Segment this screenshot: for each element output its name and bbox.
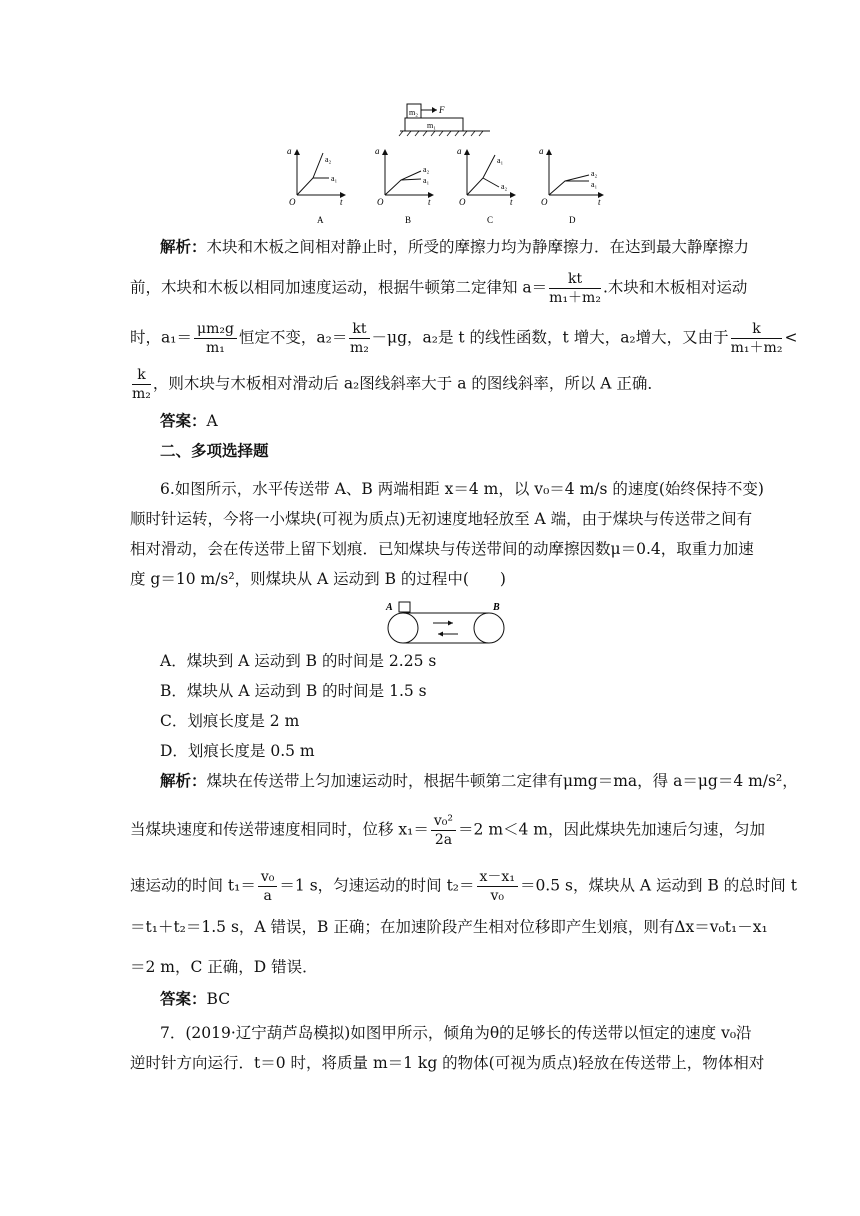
svg-text:C: C — [487, 215, 494, 225]
svg-text:a₂: a₂ — [591, 169, 598, 178]
answer5: 答案：A — [160, 411, 218, 430]
graph-b — [375, 146, 433, 225]
a-t-graphs-figure — [285, 145, 625, 225]
svg-text:a: a — [375, 146, 380, 156]
solution6-line2: 当煤块速度和传送带速度相同时，位移 x₁＝ $\frac{\text{v₀²}}{2a}$ ＝2 m＜4 m，因此煤块先加速后匀速，匀加 — [130, 813, 766, 848]
q7-line2: 逆时针方向运行．t＝0 时，将质量 m＝1 kg 的物体(可视为质点)轻放在传送带上，物体相对 — [130, 1054, 765, 1072]
q6-line1: 6.如图所示，水平传送带 A、B 两端相距 x＝4 m，以 v₀＝4 m/s 的速度(始终保持不变) — [160, 480, 764, 498]
svg-text:O: O — [459, 197, 466, 207]
svg-text:a₂: a₂ — [423, 165, 430, 174]
svg-text:a₁: a₁ — [331, 174, 338, 183]
option-d: D．划痕长度是 0.5 m — [160, 742, 315, 760]
svg-text:m₂: m₂ — [409, 108, 419, 117]
conveyor-belt-figure — [383, 598, 509, 646]
svg-text:a₁: a₁ — [591, 180, 598, 189]
solution6-line3: 速运动的时间 t₁＝ $\frac{\text{v₀}}{a}$ ＝1 s，匀速运动的时间 t₂＝ $\frac{\text{x－x₁}}{\text{v₀}}$ ＝0.5 s，煤块从 A 运动到 B 的总时间 t — [130, 869, 797, 904]
svg-text:B: B — [405, 215, 412, 225]
svg-text:a: a — [457, 146, 462, 156]
svg-text:F: F — [439, 105, 445, 115]
solution6-line5: ＝2 m，C 正确，D 错误． — [130, 958, 318, 976]
svg-text:t: t — [598, 197, 601, 207]
solution6-line1: 解析：煤块在传送带上匀加速运动时，根据牛顿第二定律有μmg＝ma，得 a＝μg＝4 m/s²， — [160, 771, 798, 790]
svg-text:B: B — [493, 602, 500, 613]
solution5-line3: 时，a₁＝ $\frac{\text{μm₂g}}{\text{m₁}}$ 恒定不变，a₂＝ $\frac{kt}{\text{m₂}}$ －μg，a₂是 t 的线性函数，t 增大，a₂增大，又由于 $\frac{k}{\text{m₁＋m₂}}$ < — [130, 321, 798, 356]
graph-d — [539, 146, 603, 225]
svg-text:O: O — [541, 197, 548, 207]
solution6-line4: ＝t₁＋t₂＝1.5 s，A 错误，B 正确；在加速阶段产生相对位移即产生划痕，则有Δx＝v₀t₁－x₁ — [130, 918, 768, 936]
graph-a — [287, 146, 345, 225]
section-heading: 二、多项选择题 — [160, 441, 269, 460]
svg-text:a: a — [539, 146, 544, 156]
svg-text:m₁: m₁ — [427, 121, 437, 130]
svg-text:A: A — [317, 215, 324, 225]
svg-text:a₂: a₂ — [501, 182, 508, 191]
q7-line1: 7．(2019·辽宁葫芦岛模拟)如图甲所示，倾角为θ的足够长的传送带以恒定的速度 v₀沿 — [160, 1024, 752, 1042]
solution5-line1: 解析：木块和木板之间相对静止时，所受的摩擦力均为静摩擦力．在达到最大静摩擦力 — [160, 237, 750, 256]
svg-text:A: A — [386, 602, 393, 613]
graph-c — [457, 146, 515, 225]
svg-text:t: t — [340, 197, 343, 207]
svg-text:t: t — [510, 197, 513, 207]
svg-text:a₁: a₁ — [423, 176, 430, 185]
svg-text:O: O — [377, 197, 384, 207]
svg-text:O: O — [289, 197, 296, 207]
svg-text:a₁: a₁ — [497, 156, 504, 165]
svg-text:D: D — [569, 215, 576, 225]
q6-line2: 顺时针运转，今将一小煤块(可视为质点)无初速度地轻放至 A 端，由于煤块与传送带之间有 — [130, 510, 753, 528]
solution5-line4: $\frac{k}{\text{m₂}}$ ，则木块与木板相对滑动后 a₂图线斜率大于 a 的图线斜率，所以 A 正确． — [132, 367, 663, 402]
solution5-line2: 前，木块和木板以相同加速度运动，根据牛顿第二定律知 a＝ $\frac{kt}{\text{m₁＋m₂}}$ .木块和木板相对运动 — [130, 271, 748, 306]
svg-text:t: t — [428, 197, 431, 207]
option-b: B．煤块从 A 运动到 B 的时间是 1.5 s — [160, 682, 427, 700]
q6-line3: 相对滑动，会在传送带上留下划痕．已知煤块与传送带间的动摩擦因数μ＝0.4，取重力加速 — [130, 540, 754, 558]
block-board-figure — [395, 100, 495, 142]
svg-text:a: a — [287, 146, 292, 156]
svg-text:a₂: a₂ — [325, 155, 332, 164]
answer6: 答案：BC — [160, 989, 231, 1008]
option-c: C．划痕长度是 2 m — [160, 712, 300, 730]
q6-line4: 度 g＝10 m/s²，则煤块从 A 运动到 B 的过程中( ) — [130, 570, 506, 588]
option-a: A．煤块到 A 运动到 B 的时间是 2.25 s — [160, 652, 437, 670]
